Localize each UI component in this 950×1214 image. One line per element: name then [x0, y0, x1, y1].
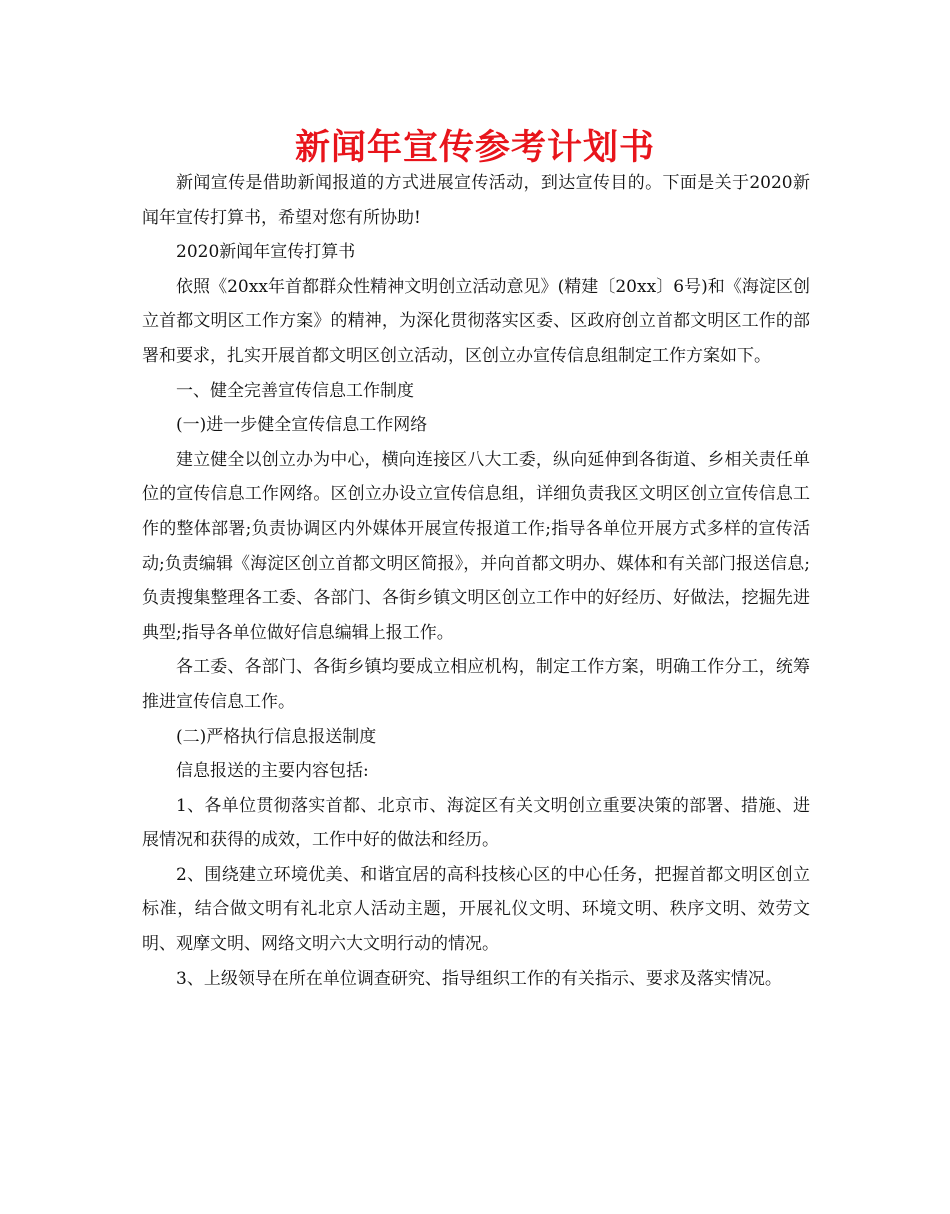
list-item-3: 3、上级领导在所在单位调查研究、指导组织工作的有关指示、要求及落实情况。 — [176, 968, 782, 989]
paragraph-organization: 各工委、各部门、各街乡镇均要成立相应机构，制定工作方案，明确工作分工，统筹推进宣传信息工作。 — [142, 657, 810, 712]
subsection-heading-2: (二)严格执行信息报送制度 — [176, 726, 377, 747]
paragraph-content-intro: 信息报送的主要内容包括: — [176, 761, 369, 782]
paragraph-basis: 依照《20xx年首都群众性精神文明创立活动意见》(精建〔20xx〕6号)和《海淀区创立首都文明区工作方案》的精神，为深化贯彻落实区委、区政府创立首都文明区工作的部署和要求，扎实开展首都文明区创立活动，区创立办宣传信息组制定工作方案如下。 — [142, 276, 810, 366]
list-item-2: 2、围绕建立环境优美、和谐宜居的高科技核心区的中心任务，把握首都文明区创立标准，结合做文明有礼北京人活动主题，开展礼仪文明、环境文明、秩序文明、效劳文明、观摩文明、网络文明六大文明行动的情况。 — [142, 864, 810, 955]
list-item-1: 1、各单位贯彻落实首都、北京市、海淀区有关文明创立重要决策的部署、措施、进展情况和获得的成效，工作中好的做法和经历。 — [142, 795, 810, 851]
paragraph-network: 建立健全以创立办为中心，横向连接区八大工委，纵向延伸到各街道、乡相关责任单位的宣传信息工作网络。区创立办设立宣传信息组，详细负责我区文明区创立宣传信息工作的整体部署;负责协调区内外媒体开展宣传报道工作;指导各单位开展方式多样的宣传活动;负责编辑《海淀区创立首都文明区简报》，并向首都文明办、媒体和有关部门报送信息;负责搜集整理各工委、各部门、各街乡镇文明区创立工作中的好经历、好做法，挖掘先进典型;指导各单位做好信息编辑上报工作。 — [142, 449, 810, 643]
paragraph-intro: 新闻宣传是借助新闻报道的方式进展宣传活动，到达宣传目的。下面是关于2020新闻年宣传打算书，希望对您有所协助! — [142, 173, 810, 228]
document-body — [142, 166, 810, 996]
paragraph-subtitle: 2020新闻年宣传打算书 — [176, 242, 356, 263]
subsection-heading-1: (一)进一步健全宣传信息工作网络 — [176, 415, 428, 436]
document-title: 新闻年宣传参考计划书 — [294, 127, 655, 168]
section-heading-1: 一、健全完善宣传信息工作制度 — [176, 380, 414, 401]
